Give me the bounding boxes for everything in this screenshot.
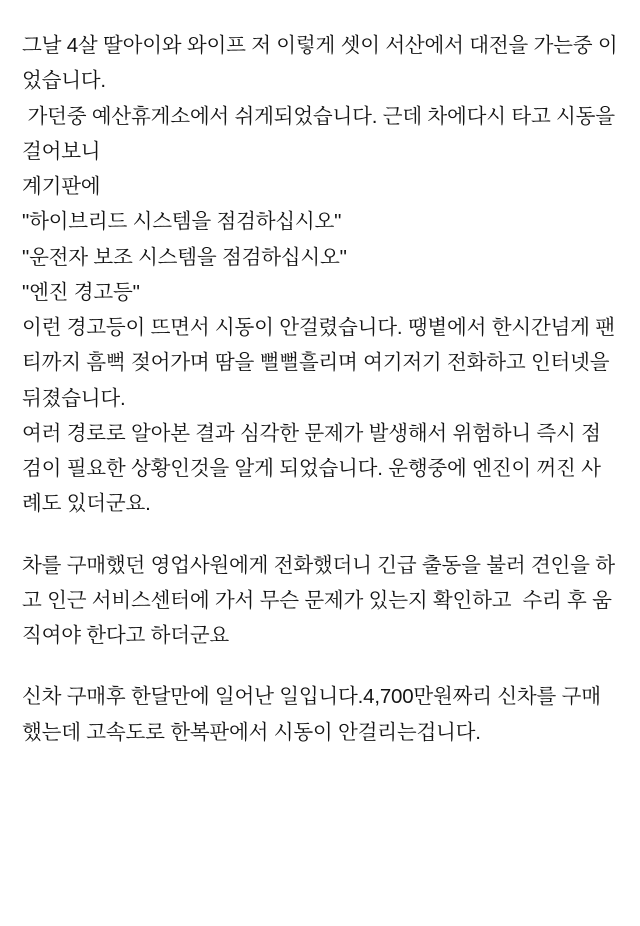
paragraph-10: 신차 구매후 한달만에 일어난 일입니다.4,700만원짜리 신차를 구매했는데 고속도로 한복판에서 시동이 안걸리는겁니다. [22, 685, 601, 744]
article-body [22, 28, 621, 750]
warning-quote-engine-light: "엔진 경고등" [22, 280, 140, 304]
paragraph-3: 계기판에 [22, 175, 101, 198]
paragraph-9: 차를 구매했던 영업사원에게 전화했더니 긴급 출동을 불러 견인을 하고 인근 서비스센터에 가서 무슨 문제가 있는지 확인하고 수리 후 움직여야 한다고 하더군요 [22, 553, 615, 647]
warning-quote-hybrid-system: "하이브리드 시스템을 점검하십시오" [22, 210, 342, 234]
paragraph-8: 여러 경로로 알아본 결과 심각한 문제가 발생해서 위험하니 즉시 점검이 필요한 상황인것을 알게 되었습니다. 운행중에 엔진이 꺼진 사례도 있더군요. [22, 421, 601, 516]
paragraph-7: 이런 경고등이 뜨면서 시동이 안걸렸습니다. 땡볕에서 한시간넘게 팬티까지 흠뻑 젖어가며 땀을 뻘뻘흘리며 여기저기 전화하고 인터넷을 뒤졌습니다. [22, 316, 615, 410]
warning-quote-driver-assist: "운전자 보조 시스템을 점검하십시오" [22, 245, 347, 269]
paragraph-1: 그날 4살 딸아이와 와이프 저 이렇게 셋이 서산에서 대전을 가는중 이었습니다. [22, 34, 618, 93]
paragraph-2: 가던중 예산휴게소에서 쉬게되었습니다. 근데 차에다시 타고 시동을 걸어보니 [22, 104, 621, 163]
